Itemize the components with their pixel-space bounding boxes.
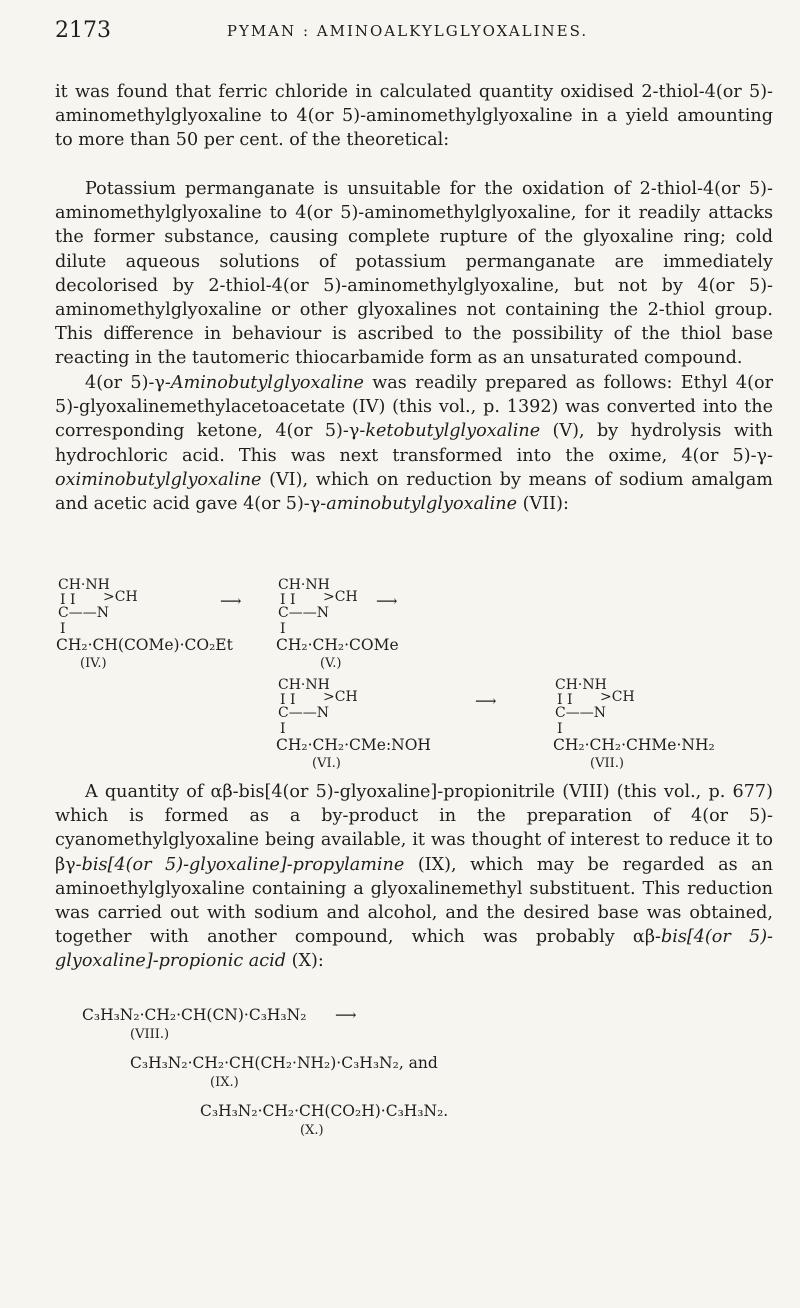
- ring-double-bond: I I: [557, 692, 573, 708]
- ring-top-vii: CH·NH: [555, 677, 607, 693]
- compound-name-propylamine: bis[4(or 5)-glyoxaline]-propylamine: [81, 854, 405, 875]
- text-run: A quantity of αβ-bis[4(or 5)-glyoxaline]-propionitrile (VIII) (this vol., p. 677) which is formed as a by-product in the preparation of 4(or 5)-cyanomethylglyoxaline being available, it was thought of interest to reduce it to βγ-: [55, 782, 773, 875]
- text-run: (VI), which on reduction by means of sodium amalgam and acetic acid gave 4(or 5)-γ-: [55, 469, 773, 515]
- ring-bond: I: [557, 721, 563, 737]
- formula-vi: CH₂·CH₂·CMe:NOH: [276, 736, 431, 754]
- ring-ch-iv: >CH: [103, 589, 138, 605]
- paragraph-permanganate: [55, 177, 773, 371]
- ring-double-bond: I I: [280, 692, 296, 708]
- paragraph-permanganate-text: Potassium permanganate is unsuitable for the oxidation of 2-thiol-4(or 5)-aminomethylglyoxaline to 4(or 5)-aminomethylglyoxaline, for it readily attacks the former substance, causing complete rupture of the glyoxaline ring; cold dilute aqueous solutions of potassium permanganate are immediately decolorised by 2-thiol-4(or 5)-aminomethylglyoxaline, but not by 4(or 5)-aminomethylglyoxaline or other glyoxalines not containing the 2-thiol group. This difference in behaviour is ascribed to the possibility of the thiol base reacting in the tautomeric thiocarbamide form as an unsaturated compound.: [55, 179, 773, 369]
- label-x: (X.): [300, 1123, 324, 1138]
- paragraph-aminobutyl-prep: [55, 371, 773, 516]
- ring-double-bond: I I: [280, 592, 296, 608]
- paragraph-propylamine: [55, 780, 773, 974]
- text-run: (X):: [286, 951, 324, 972]
- compound-name-propionic-acid: bis[4(or 5)-glyoxaline]-propionic acid: [55, 927, 773, 972]
- ring-double-bond: I I: [60, 592, 76, 608]
- label-viii: (VIII.): [130, 1027, 170, 1042]
- page-number: 2173: [55, 18, 111, 43]
- paragraph-ferric-chloride: it was found that ferric chloride in calculated quantity oxidised 2-thiol-4(or 5)-aminomethylglyoxaline to 4(or 5)-aminomethylglyoxaline in a yield amounting to more than 50 per cent. of the theoretical:: [55, 82, 773, 151]
- text-run: was readily prepared as follows: Ethyl 4(or 5)-glyoxalinemethylacetoacetate (IV) (this vol., p. 1392) was converted into the corresponding ketone, 4(or 5)-γ-: [55, 373, 773, 442]
- reaction-arrow: ⟶: [376, 592, 398, 610]
- text-run: (V), by hydrolysis with hydrochloric acid. This was next transformed into the oxime, 4(or 5)-γ-: [55, 421, 773, 466]
- compound-name-aminobutylglyoxaline: Aminobutylglyoxaline: [170, 373, 364, 393]
- formula-x: C₃H₃N₂·CH₂·CH(CO₂H)·C₃H₃N₂.: [200, 1102, 449, 1120]
- ring-ch-vii: >CH: [600, 689, 635, 705]
- ring-top-v: CH·NH: [278, 577, 330, 593]
- reaction-arrow: ⟶: [475, 692, 497, 710]
- text-run: 4(or 5)-γ-: [85, 373, 171, 393]
- formula-ix: C₃H₃N₂·CH₂·CH(CH₂·NH₂)·C₃H₃N₂, and: [130, 1054, 438, 1072]
- label-vii: (VII.): [590, 756, 624, 771]
- compound-name-aminobutylglyoxaline-2: aminobutylglyoxaline: [326, 494, 518, 515]
- running-title: PYMAN : AMINOALKYLGLYOXALINES.: [226, 22, 589, 40]
- ring-ch-v: >CH: [323, 589, 358, 605]
- label-v: (V.): [320, 656, 342, 671]
- formula-viii: C₃H₃N₂·CH₂·CH(CN)·C₃H₃N₂: [82, 1006, 307, 1024]
- label-iv: (IV.): [80, 656, 107, 671]
- formula-vii: CH₂·CH₂·CHMe·NH₂: [553, 736, 715, 754]
- ring-bottom-vii: C——N: [555, 705, 606, 721]
- ring-bottom-iv: C——N: [58, 605, 109, 621]
- formula-v: CH₂·CH₂·COMe: [276, 636, 399, 654]
- ring-bond: I: [280, 721, 286, 737]
- compound-name-oximinobutylglyoxaline: oximinobutylglyoxaline: [55, 469, 262, 490]
- ring-bottom-vi: C——N: [278, 705, 329, 721]
- formula-iv: CH₂·CH(COMe)·CO₂Et: [56, 636, 233, 654]
- ring-bond: I: [280, 621, 286, 637]
- reaction-arrow: ⟶: [335, 1006, 357, 1024]
- ring-top-iv: CH·NH: [58, 577, 110, 593]
- label-ix: (IX.): [210, 1075, 239, 1090]
- ring-bond: I: [60, 621, 66, 637]
- compound-name-ketobutylglyoxaline: ketobutylglyoxaline: [365, 421, 541, 442]
- label-vi: (VI.): [312, 756, 341, 771]
- page-header: [55, 18, 760, 48]
- text-run: (VII):: [517, 494, 569, 515]
- ring-top-vi: CH·NH: [278, 677, 330, 693]
- reaction-arrow: ⟶: [220, 592, 242, 610]
- text-run: (IX), which may be regarded as an aminoethylglyoxaline containing a glyoxalinemethyl substituent. This reduction was carried out with sodium and alcohol, and the desired base was obtained, together with another compound, which was probably αβ-: [55, 854, 773, 948]
- ring-bottom-v: C——N: [278, 605, 329, 621]
- ring-ch-vi: >CH: [323, 689, 358, 705]
